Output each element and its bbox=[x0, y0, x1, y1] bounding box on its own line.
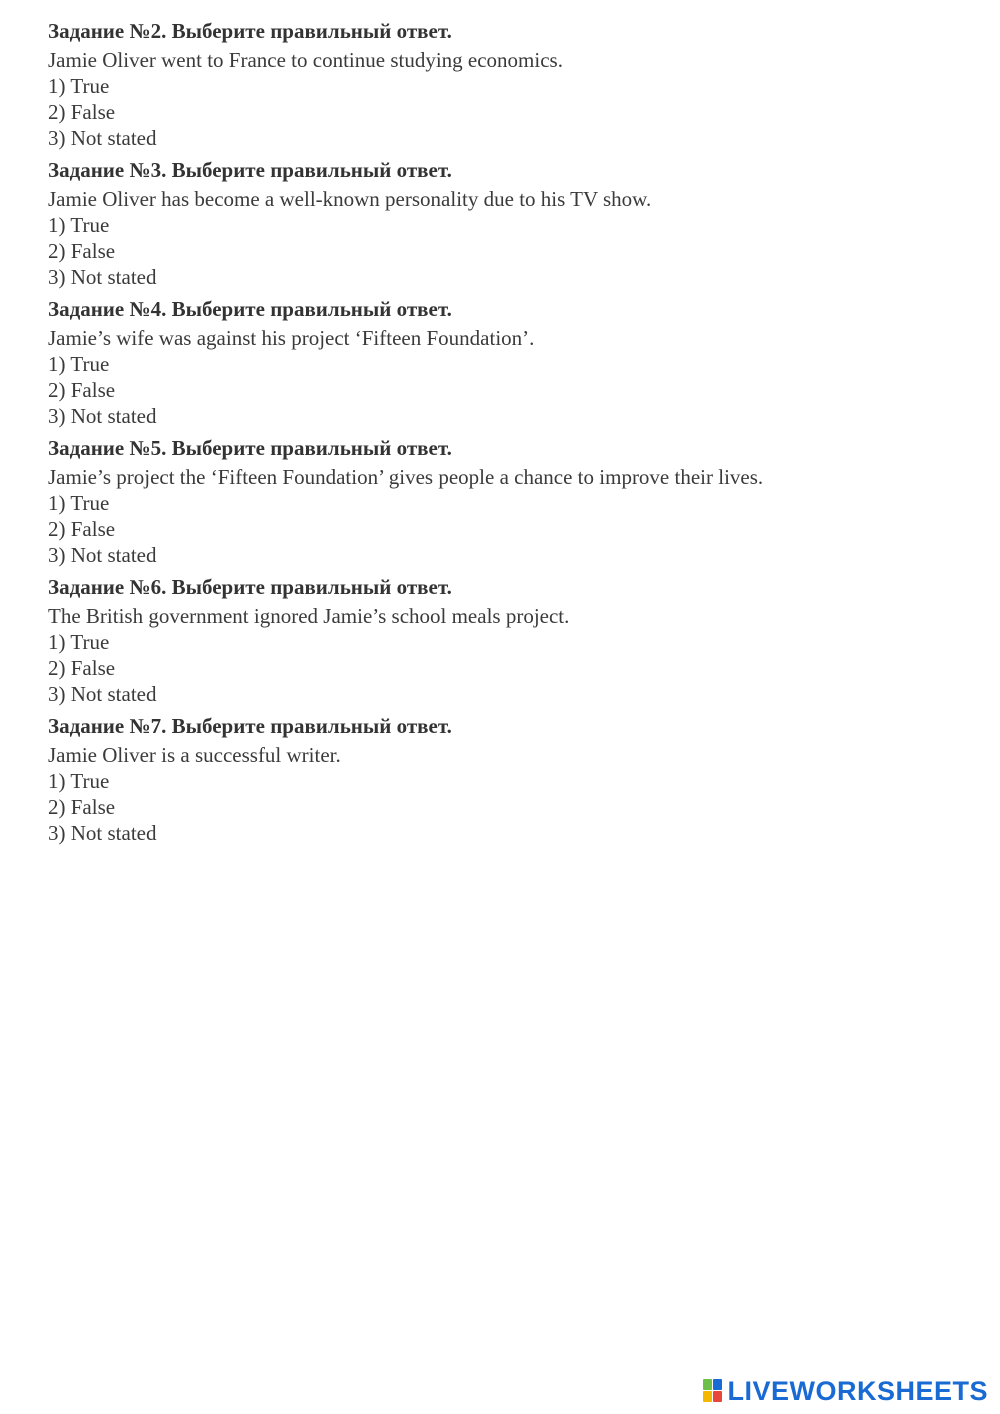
answer-option-true[interactable]: 1) True bbox=[48, 352, 110, 376]
answer-option-not-stated[interactable]: 3) Not stated bbox=[48, 404, 157, 428]
logo-text: LIVEWORKSHEETS bbox=[727, 1375, 988, 1406]
worksheet-page bbox=[48, 18, 968, 852]
task-question: Jamie Oliver has become a well-known personality due to his TV show. bbox=[48, 187, 652, 211]
task-question: Jamie Oliver is a successful writer. bbox=[48, 743, 341, 767]
answer-option-false[interactable]: 2) False bbox=[48, 795, 116, 819]
task-title: Задание №7. Выберите правильный ответ. bbox=[48, 714, 452, 738]
liveworksheets-logo bbox=[703, 1376, 988, 1406]
task-title: Задание №2. Выберите правильный ответ. bbox=[48, 19, 452, 43]
task-7 bbox=[48, 713, 968, 846]
answer-option-not-stated[interactable]: 3) Not stated bbox=[48, 265, 157, 289]
task-6 bbox=[48, 574, 968, 707]
answer-option-true[interactable]: 1) True bbox=[48, 769, 110, 793]
answer-option-not-stated[interactable]: 3) Not stated bbox=[48, 682, 157, 706]
answer-option-true[interactable]: 1) True bbox=[48, 74, 110, 98]
answer-option-true[interactable]: 1) True bbox=[48, 491, 110, 515]
task-question: The British government ignored Jamie’s school meals project. bbox=[48, 604, 570, 628]
answer-option-not-stated[interactable]: 3) Not stated bbox=[48, 543, 157, 567]
task-question: Jamie’s project the ‘Fifteen Foundation’ gives people a chance to improve their lives. bbox=[48, 465, 764, 489]
answer-option-true[interactable]: 1) True bbox=[48, 630, 110, 654]
task-5 bbox=[48, 435, 968, 568]
task-title: Задание №6. Выберите правильный ответ. bbox=[48, 575, 452, 599]
answer-option-false[interactable]: 2) False bbox=[48, 656, 116, 680]
task-title: Задание №5. Выберите правильный ответ. bbox=[48, 436, 452, 460]
liveworksheets-logo-icon bbox=[703, 1379, 723, 1403]
task-title: Задание №3. Выберите правильный ответ. bbox=[48, 158, 452, 182]
answer-option-true[interactable]: 1) True bbox=[48, 213, 110, 237]
answer-option-false[interactable]: 2) False bbox=[48, 100, 116, 124]
answer-option-false[interactable]: 2) False bbox=[48, 378, 116, 402]
task-question: Jamie Oliver went to France to continue studying economics. bbox=[48, 48, 563, 72]
task-question: Jamie’s wife was against his project ‘Fifteen Foundation’. bbox=[48, 326, 535, 350]
answer-option-not-stated[interactable]: 3) Not stated bbox=[48, 126, 157, 150]
answer-option-not-stated[interactable]: 3) Not stated bbox=[48, 821, 157, 845]
task-title: Задание №4. Выберите правильный ответ. bbox=[48, 297, 452, 321]
task-2 bbox=[48, 18, 968, 151]
answer-option-false[interactable]: 2) False bbox=[48, 239, 116, 263]
task-4 bbox=[48, 296, 968, 429]
task-3 bbox=[48, 157, 968, 290]
answer-option-false[interactable]: 2) False bbox=[48, 517, 116, 541]
